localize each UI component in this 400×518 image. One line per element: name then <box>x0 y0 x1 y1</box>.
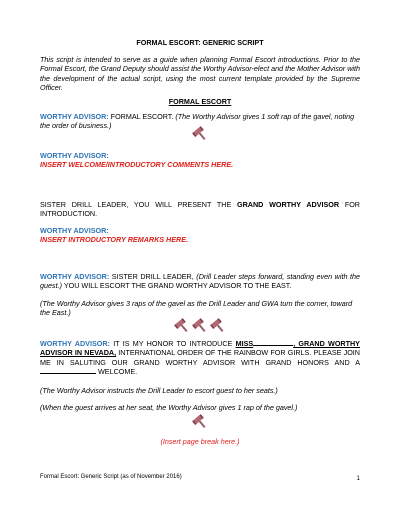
footer-text: Formal Escort: Generic Script (as of November 2016) <box>40 474 182 480</box>
speaker-label: WORTHY ADVISOR: <box>40 112 109 121</box>
page-break-note: (Insert page break here.) <box>160 437 240 446</box>
page-break-note-block <box>40 437 360 446</box>
section-heading: FORMAL ESCORT <box>168 97 232 106</box>
introduction-paragraph: WORTHY ADVISOR: IT IS MY HONOR TO INTRODUCE MISS , GRAND WORTHY ADVISOR IN NEVADA, INTERNATIONAL ORDER OF THE RAINBOW FOR GIRLS. PLEASE JOIN ME IN SALUTING OUR GRAND WORTHY ADVISOR WITH GRAND HONORS AND A WELCOME. <box>40 339 360 377</box>
gavel-icon <box>174 318 190 334</box>
gavel-icon <box>192 414 208 430</box>
gavel-group-1 <box>0 126 400 142</box>
gavel-icon <box>210 318 226 334</box>
instructs-note: (The Worthy Advisor instructs the Drill Leader to escort guest to her seats.) <box>40 386 278 395</box>
name-blank <box>253 339 293 346</box>
insert-remarks: INSERT INTRODUCTORY REMARKS HERE. <box>40 235 189 245</box>
remarks-block: WORTHY ADVISOR: INSERT INTRODUCTORY REMARKS HERE. <box>40 226 360 245</box>
gavel-icon <box>192 318 208 334</box>
three-raps-note: (The Worthy Advisor gives 3 raps of the gavel as the Drill Leader and GWA turn the corner, toward the East.) <box>40 299 353 318</box>
gavel-icon <box>192 126 208 142</box>
page-title: FORMAL ESCORT: GENERIC SCRIPT <box>136 38 264 47</box>
welcome-block: WORTHY ADVISOR: INSERT WELCOME/INTRODUCTORY COMMENTS HERE. <box>40 151 360 170</box>
drill-leader-block: SISTER DRILL LEADER, YOU WILL PRESENT THE GRAND WORTHY ADVISOR FOR INTRODUCTION. <box>40 200 360 219</box>
arrives-note: (When the guest arrives at her seat, the Worthy Advisor gives 1 rap of the gavel.) <box>40 403 298 412</box>
formal-escort-line: WORTHY ADVISOR: FORMAL ESCORT. (The Worthy Advisor gives 1 soft rap of the gavel, noting the order of business.) <box>40 112 355 131</box>
section-heading-block <box>40 97 360 106</box>
gavel-group-3 <box>0 318 400 334</box>
page-number: 1 <box>356 476 360 482</box>
gavel-group-final <box>0 414 400 430</box>
welcome-blank <box>40 367 96 374</box>
intro-paragraph: This script is intended to serve as a guide when planning Formal Escort introductions. Prior to the Formal Escort, the Grand Deputy should assist the Worthy Advisor-elect and the Mother Advisor with the development of the actual script, using the most current template provided by the Supreme Officer. <box>40 55 360 93</box>
insert-welcome: INSERT WELCOME/INTRODUCTORY COMMENTS HERE. <box>40 160 234 170</box>
escort-line: WORTHY ADVISOR: SISTER DRILL LEADER, (Drill Leader steps forward, standing even with the guest.) YOU WILL ESCORT THE GRAND WORTHY ADVISOR TO THE EAST. <box>40 272 361 291</box>
